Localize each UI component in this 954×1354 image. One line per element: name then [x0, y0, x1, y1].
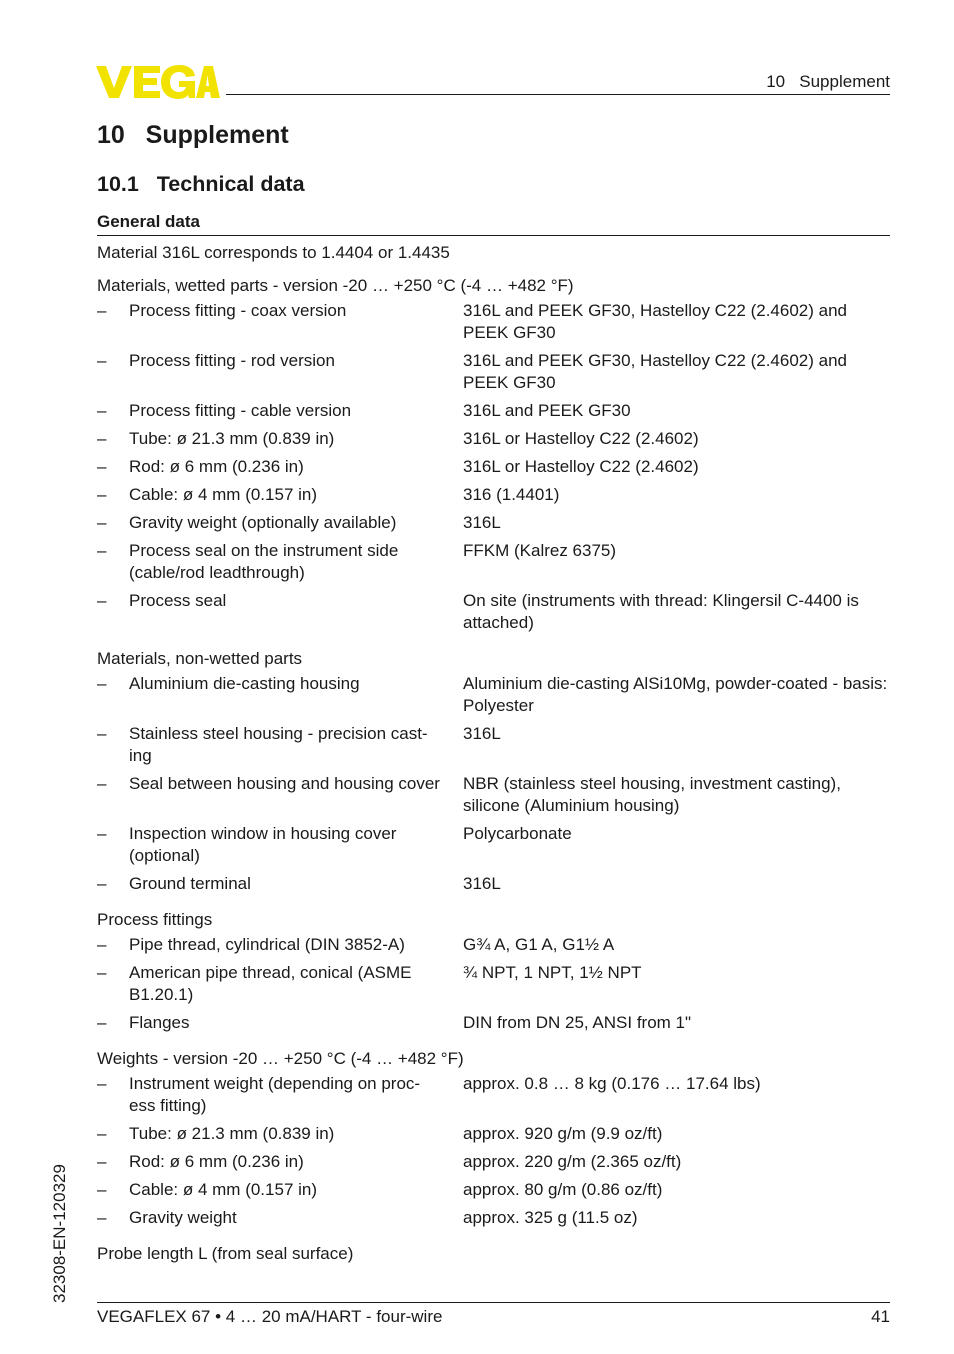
subsection-rule — [97, 235, 890, 236]
spec-value: 316L and PEEK GF30 — [463, 401, 631, 420]
spec-label: Aluminium die-casting housing — [129, 674, 360, 693]
spec-group-title: Process fittings — [97, 910, 213, 929]
list-dash: – — [97, 1208, 107, 1227]
list-dash: – — [97, 774, 107, 793]
list-dash: – — [97, 1152, 107, 1171]
spec-row — [97, 512, 890, 534]
spec-row — [97, 300, 890, 344]
spec-row — [97, 934, 890, 956]
spec-group — [97, 1048, 890, 1229]
spec-label: Ground terminal — [129, 874, 251, 893]
list-dash: – — [97, 429, 107, 448]
spec-value: approx. 0.8 … 8 kg (0.176 … 17.64 lbs) — [463, 1074, 761, 1093]
spec-group — [97, 275, 890, 634]
spec-group-title: Materials, non-wetted parts — [97, 649, 303, 668]
spec-row — [97, 673, 890, 717]
technical-data-content — [97, 241, 890, 1265]
spec-value: 316L — [463, 513, 501, 532]
spec-row — [97, 1207, 890, 1229]
spec-label: Gravity weight (optionally available) — [129, 513, 397, 532]
spec-group — [97, 648, 890, 895]
spec-value: On site (instruments with thread: Klingersil C-4400 is attached) — [463, 591, 859, 632]
list-dash: – — [97, 401, 107, 420]
list-dash: – — [97, 874, 107, 893]
spec-value: ¾ NPT, 1 NPT, 1½ NPT — [463, 963, 642, 982]
spec-group — [97, 1243, 890, 1265]
spec-row — [97, 400, 890, 422]
spec-value: 316L or Hastelloy C22 (2.4602) — [463, 429, 699, 448]
spec-label: Process fitting - coax version — [129, 301, 347, 320]
list-dash: – — [97, 1013, 107, 1032]
spec-row — [97, 484, 890, 506]
spec-label: Rod: ø 6 mm (0.236 in) — [129, 457, 304, 476]
spec-value: 316L or Hastelloy C22 (2.4602) — [463, 457, 699, 476]
list-dash: – — [97, 351, 107, 370]
spec-value: 316L and PEEK GF30, Hastelloy C22 (2.4602) and PEEK GF30 — [463, 351, 847, 392]
list-dash: – — [97, 1074, 107, 1093]
list-dash: – — [97, 301, 107, 320]
list-dash: – — [97, 457, 107, 476]
footer-product: VEGAFLEX 67 • 4 … 20 mA/HART - four-wire — [97, 1307, 443, 1326]
subsection-title: General data — [97, 212, 200, 231]
spec-label: Cable: ø 4 mm (0.157 in) — [129, 1180, 318, 1199]
spec-value: approx. 80 g/m (0.86 oz/ft) — [463, 1180, 663, 1199]
spec-value: DIN from DN 25, ANSI from 1" — [463, 1013, 692, 1032]
spec-value: 316 (1.4401) — [463, 485, 560, 504]
vega-logo — [96, 64, 220, 100]
spec-row — [97, 773, 890, 817]
spec-value: 316L and PEEK GF30, Hastelloy C22 (2.4602) and PEEK GF30 — [463, 301, 847, 342]
spec-label: Flanges — [129, 1013, 190, 1032]
list-dash: – — [97, 541, 107, 560]
spec-value: Aluminium die-casting AlSi10Mg, powder-coated - basis: Polyester — [463, 674, 888, 715]
spec-label: Cable: ø 4 mm (0.157 in) — [129, 485, 318, 504]
spec-label: Instrument weight (depending on proc-ess fitting) — [129, 1074, 421, 1115]
spec-label: Gravity weight — [129, 1208, 237, 1227]
list-dash: – — [97, 1180, 107, 1199]
spec-value: Polycarbonate — [463, 824, 572, 843]
spec-row — [97, 1123, 890, 1145]
spec-group-title: Probe length L (from seal surface) — [97, 1244, 354, 1263]
spec-label: Seal between housing and housing cover — [129, 774, 440, 793]
spec-label: Process seal — [129, 591, 227, 610]
spec-label: Pipe thread, cylindrical (DIN 3852-A) — [129, 935, 405, 954]
list-dash: – — [97, 1124, 107, 1143]
spec-label: American pipe thread, conical (ASME B1.20.1) — [129, 963, 412, 1004]
spec-row — [97, 428, 890, 450]
spec-label: Tube: ø 21.3 mm (0.839 in) — [129, 1124, 335, 1143]
spec-row — [97, 350, 890, 394]
spec-label: Process fitting - rod version — [129, 351, 335, 370]
spec-group — [97, 909, 890, 1034]
spec-label: Tube: ø 21.3 mm (0.839 in) — [129, 429, 335, 448]
material-note: Material 316L corresponds to 1.4404 or 1.4435 — [97, 243, 450, 262]
spec-value: FFKM (Kalrez 6375) — [463, 541, 617, 560]
list-dash: – — [97, 963, 107, 982]
spec-label: Inspection window in housing cover (optional) — [129, 824, 397, 865]
section-title: 10.1 Technical data — [97, 172, 305, 196]
spec-value: approx. 220 g/m (2.365 oz/ft) — [463, 1152, 682, 1171]
spec-row — [97, 723, 890, 767]
footer-rule — [97, 1302, 890, 1303]
page-number: 41 — [871, 1307, 890, 1326]
spec-row — [97, 1012, 890, 1034]
spec-groups — [97, 275, 890, 1265]
spec-row — [97, 962, 890, 1006]
spec-row — [97, 590, 890, 634]
spec-value: G¾ A, G1 A, G1½ A — [463, 935, 615, 954]
spec-label: Process seal on the instrument side (cable/rod leadthrough) — [129, 541, 399, 582]
spec-row — [97, 1073, 890, 1117]
spec-group-title: Materials, wetted parts - version -20 … +250 °C (-4 … +482 °F) — [97, 276, 574, 295]
spec-value: NBR (stainless steel housing, investment casting), silicone (Aluminium housing) — [463, 774, 841, 815]
list-dash: – — [97, 724, 107, 743]
list-dash: – — [97, 935, 107, 954]
list-dash: – — [97, 513, 107, 532]
spec-group-title: Weights - version -20 … +250 °C (-4 … +482 °F) — [97, 1049, 464, 1068]
chapter-title: 10 Supplement — [97, 121, 289, 149]
list-dash: – — [97, 485, 107, 504]
spec-row — [97, 456, 890, 478]
spec-label: Stainless steel housing - precision cast-ing — [129, 724, 428, 765]
header-section-label: 10 Supplement — [766, 72, 890, 91]
list-dash: – — [97, 824, 107, 843]
spec-value: 316L — [463, 874, 501, 893]
spec-label: Process fitting - cable version — [129, 401, 352, 420]
spec-row — [97, 873, 890, 895]
spec-row — [97, 540, 890, 584]
spec-value: 316L — [463, 724, 501, 743]
spec-row — [97, 1179, 890, 1201]
spec-row — [97, 823, 890, 867]
list-dash: – — [97, 591, 107, 610]
spec-value: approx. 325 g (11.5 oz) — [463, 1208, 638, 1227]
spec-label: Rod: ø 6 mm (0.236 in) — [129, 1152, 304, 1171]
spec-row — [97, 1151, 890, 1173]
document-code: 32308-EN-120329 — [50, 1164, 69, 1303]
spec-value: approx. 920 g/m (9.9 oz/ft) — [463, 1124, 663, 1143]
list-dash: – — [97, 674, 107, 693]
header-rule — [226, 94, 890, 95]
